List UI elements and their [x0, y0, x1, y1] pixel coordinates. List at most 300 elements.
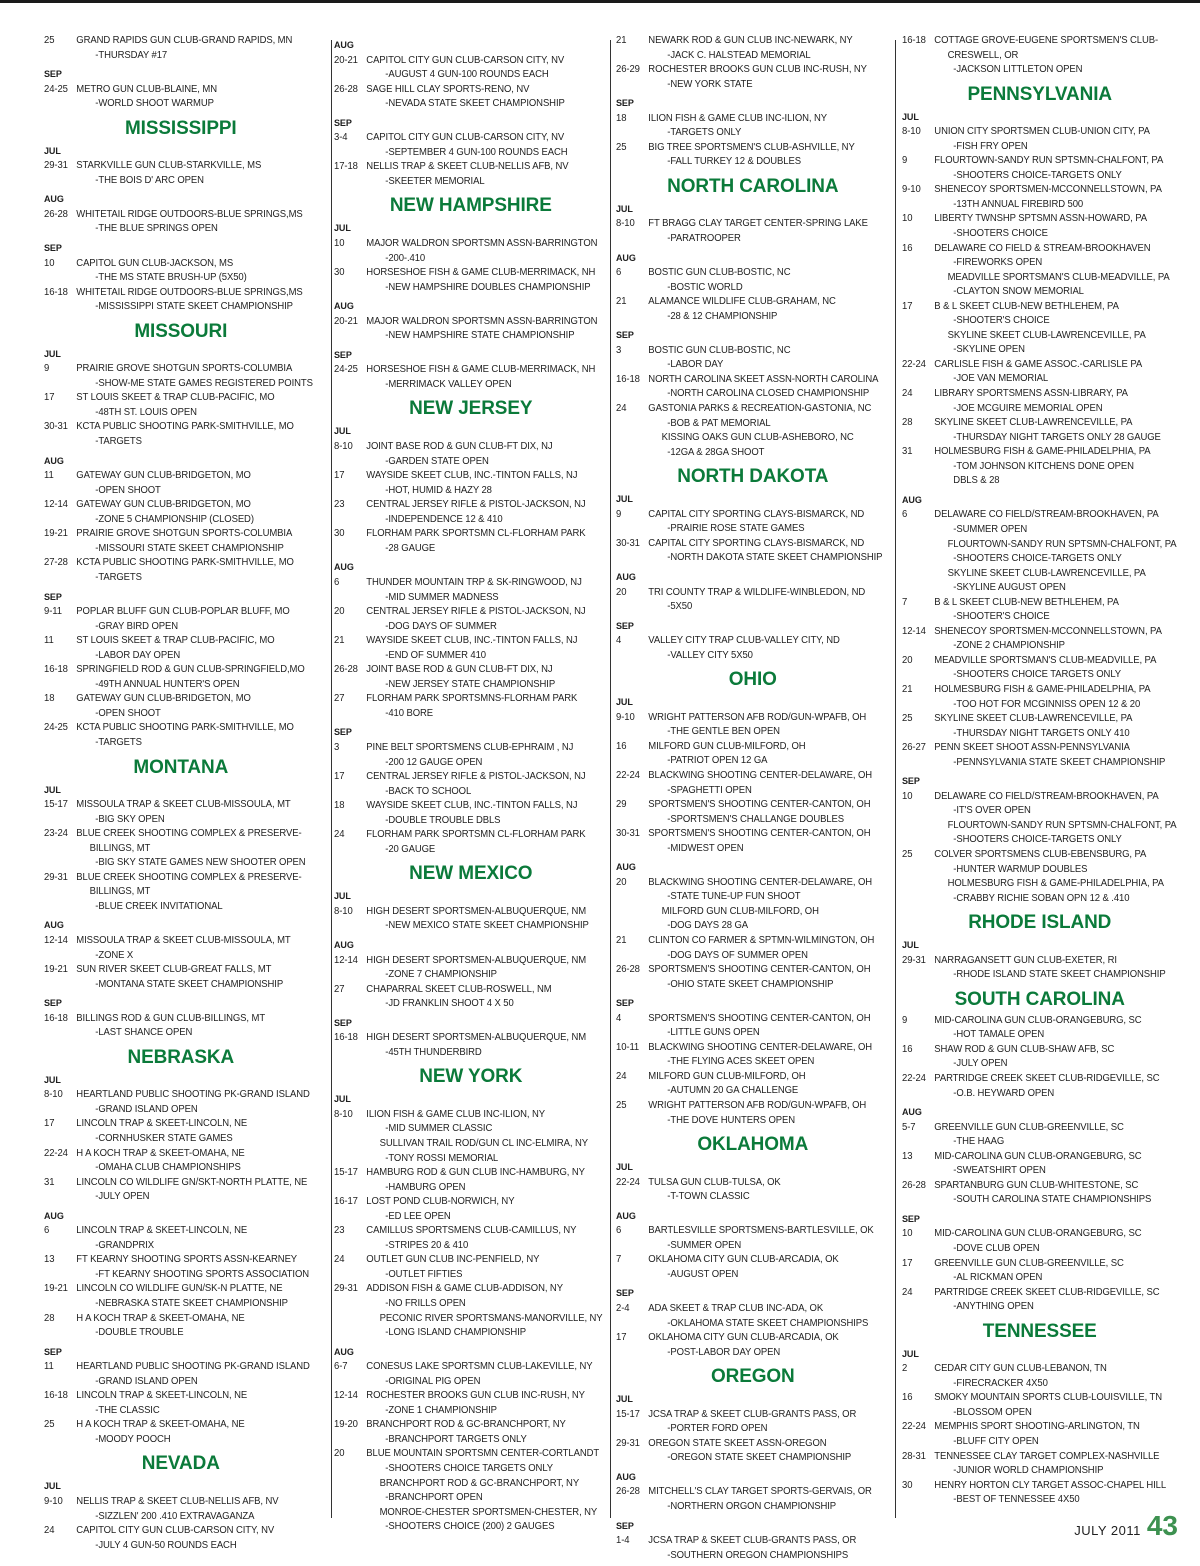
event-row [334, 498, 608, 513]
event-club: SKYLINE SKEET CLUB-LAWRENCEVILLE, PA [947, 329, 1146, 341]
event-title: -BLUFF CITY OPEN [953, 1436, 1039, 1448]
event-title: -DOG DAYS OF SUMMER OPEN [667, 949, 808, 961]
event-dates: 26-28 [334, 83, 358, 95]
month-label: JUL [616, 1394, 633, 1406]
month-label: SEP [44, 69, 62, 81]
event-dates: 6-7 [334, 1361, 348, 1373]
month-label: JUL [44, 348, 61, 360]
event-dates: 5-7 [902, 1121, 916, 1133]
event-row [334, 266, 608, 281]
event-row [902, 1420, 1178, 1435]
event-row [616, 1176, 890, 1191]
event-dates: 20 [334, 1448, 345, 1460]
event-dates: 6 [616, 1225, 622, 1237]
event-dates: 15-17 [616, 1408, 640, 1420]
event-club: STARKVILLE GUN CLUB-STARKVILLE, MS [76, 160, 262, 172]
event-row [902, 741, 1178, 756]
event-title: -PORTER FORD OPEN [667, 1423, 768, 1435]
month-label: AUG [902, 494, 922, 506]
event-club: CAPITAL CITY SPORTING CLAYS-BISMARCK, ND [648, 508, 865, 520]
event-title: -MISSISSIPPI STATE SKEET CHAMPIONSHIP [95, 301, 293, 313]
event-dates: 16 [902, 242, 913, 254]
event-club: WAYSIDE SKEET CLUB, INC.-TINTON FALLS, NJ [366, 800, 578, 812]
event-dates: 20-21 [334, 315, 358, 327]
state-heading: NEW HAMPSHIRE [389, 195, 552, 217]
event-dates: 24 [616, 403, 627, 415]
event-title: -12GA & 28GA SHOOT [667, 446, 765, 458]
month-label: SEP [334, 349, 352, 361]
event-club: DELAWARE CO FIELD/STREAM-BROOKHAVEN, PA [934, 790, 1159, 802]
state-heading: MISSISSIPPI [124, 117, 237, 139]
event-title: -LAST SHANCE OPEN [95, 1027, 193, 1039]
event-club: PARTRIDGE CREEK SKEET CLUB-RIDGEVILLE, SC [934, 1286, 1160, 1298]
event-dates: 29-31 [44, 871, 68, 883]
event-club: MEADVILLE SPORTSMAN'S CLUB-MEADVILLE, PA [934, 654, 1157, 666]
event-club: BLUE CREEK SHOOTING COMPLEX & PRESERVE- [76, 828, 302, 840]
event-title: -28 & 12 CHAMPIONSHIP [667, 310, 778, 322]
event-title: -20 GAUGE [385, 843, 436, 855]
event-title: -SHOOTERS CHOICE TARGETS ONLY [953, 669, 1122, 681]
event-title: -SHOOTERS CHOICE-TARGETS ONLY [953, 169, 1122, 181]
event-club: LIBRARY SPORTSMENS ASSN-LIBRARY, PA [934, 388, 1128, 400]
event-row [44, 798, 318, 813]
event-title: -JULY 4 GUN-50 ROUNDS EACH [95, 1539, 237, 1551]
event-row [334, 1224, 608, 1239]
event-row [902, 508, 1178, 523]
event-club: GRAND RAPIDS GUN CLUB-GRAND RAPIDS, MN [76, 35, 293, 46]
event-title: -SHOOTERS CHOICE (200) 2 GAUGES [385, 1521, 555, 1533]
month-label: AUG [44, 455, 64, 467]
month-label: JUL [616, 1162, 633, 1174]
page-number: 43 [1146, 1510, 1178, 1541]
event-dates: 29-31 [902, 954, 926, 966]
event-dates: 23 [334, 499, 345, 511]
event-club: MILFORD GUN CLUB-MILFORD, OH [648, 1070, 806, 1082]
month-label: AUG [616, 1210, 636, 1222]
event-title: -MID SUMMER MADNESS [385, 591, 499, 603]
event-title: -SWEATSHIRT OPEN [953, 1165, 1046, 1177]
event-dates: 25 [902, 848, 913, 860]
event-club: FLORHAM PARK SPORTSMN CL-FLORHAM PARK [366, 829, 586, 841]
event-club: SKYLINE SKEET CLUB-LAWRENCEVILLE, PA [934, 713, 1133, 725]
event-club: HEARTLAND PUBLIC SHOOTING PK-GRAND ISLAND [76, 1361, 310, 1373]
event-dates: 12-14 [334, 954, 358, 966]
event-row [44, 1418, 318, 1433]
event-dates: 17 [334, 470, 345, 482]
event-club: NORTH CAROLINA SKEET ASSN-NORTH CAROLINA [648, 373, 879, 385]
event-row [616, 711, 890, 726]
event-club: SULLIVAN TRAIL ROD/GUN CL INC-ELMIRA, NY [379, 1138, 589, 1149]
event-dates: 17 [334, 771, 345, 783]
event-club: SPORTSMEN'S SHOOTING CENTER-CANTON, OH [648, 799, 871, 811]
event-title: -NEW HAMPSHIRE STATE CHAMPIONSHIP [385, 330, 575, 342]
month-label: JUL [616, 494, 633, 506]
month-label: SEP [44, 998, 62, 1010]
event-row [334, 605, 608, 620]
event-dates: 10-11 [616, 1041, 640, 1053]
top-rule [0, 0, 1200, 3]
month-label: AUG [334, 40, 354, 51]
event-club: CARLISLE FISH & GAME ASSOC.-CARLISLE PA [934, 358, 1143, 370]
event-club: LINCOLN CO WILDLIFE GN/SKT-NORTH PLATTE, NE [76, 1176, 308, 1188]
event-dates: 24 [44, 1525, 55, 1537]
event-row [902, 358, 1178, 373]
event-dates: 12-14 [902, 625, 926, 637]
event-dates: 24 [334, 829, 345, 841]
column-2 [334, 34, 608, 1533]
event-club: CAPITOL GUN CLUB-JACKSON, MS [76, 257, 234, 269]
state-heading: MONTANA [133, 756, 229, 778]
event-row [44, 721, 318, 736]
event-title: -MERRIMACK VALLEY OPEN [385, 378, 512, 390]
event-club: H A KOCH TRAP & SKEET-OMAHA, NE [76, 1419, 245, 1431]
event-club: GATEWAY GUN CLUB-BRIDGETON, MO [76, 470, 251, 482]
event-row [616, 1224, 890, 1239]
state-heading: PENNSYLVANIA [967, 83, 1112, 105]
event-title: -AUTUMN 20 GA CHALLENGE [667, 1085, 799, 1097]
event-dates: 12-14 [44, 934, 68, 946]
event-title: -SKEETER MEMORIAL [385, 175, 485, 187]
month-label: SEP [334, 1017, 352, 1029]
event-row [44, 1389, 318, 1404]
event-row [334, 1108, 608, 1123]
event-club: HENRY HORTON CLY TARGET ASSOC-CHAPEL HILL [934, 1479, 1167, 1491]
event-dates: 22-24 [902, 1421, 926, 1433]
event-dates: 29-31 [334, 1283, 358, 1295]
event-title: -THURSDAY NIGHT TARGETS ONLY 28 GAUGE [953, 431, 1161, 443]
event-row [616, 34, 890, 49]
event-dates: 21 [334, 635, 345, 647]
event-title: -SHOOTERS CHOICE-TARGETS ONLY [953, 553, 1122, 565]
event-dates: 9 [616, 508, 622, 520]
month-label: AUG [44, 1210, 64, 1222]
event-dates: 30 [902, 1479, 913, 1491]
event-row [334, 634, 608, 649]
event-dates: 16-18 [334, 1032, 358, 1044]
event-title: -13TH ANNUAL FIREBIRD 500 [953, 198, 1084, 210]
event-row [334, 527, 608, 542]
event-title: -OPEN SHOOT [95, 484, 161, 496]
event-club: ILION FISH & GAME CLUB INC-ILION, NY [366, 1108, 546, 1120]
event-dates: 2 [902, 1363, 908, 1375]
event-row [44, 362, 318, 377]
event-dates: 9-11 [44, 606, 62, 618]
event-dates: 9-10 [616, 711, 635, 723]
event-dates: 30 [334, 267, 345, 279]
event-row [334, 1360, 608, 1375]
event-row [616, 344, 890, 359]
event-title: -GRAND ISLAND OPEN [95, 1375, 198, 1387]
event-row [44, 527, 318, 542]
event-row [44, 963, 318, 978]
event-dates: 21 [902, 683, 913, 695]
event-dates: 19-21 [44, 964, 68, 976]
event-row [902, 154, 1178, 169]
event-club: BILLINGS, MT [89, 886, 151, 898]
event-dates: 18 [334, 800, 345, 812]
month-label: SEP [616, 98, 634, 110]
event-title: -AUGUST 4 GUN-100 ROUNDS EACH [385, 69, 549, 81]
event-title: -HOT TAMALE OPEN [953, 1029, 1045, 1041]
event-club: NELLIS TRAP & SKEET CLUB-NELLIS AFB, NV [366, 161, 569, 173]
month-label: JUL [616, 203, 633, 215]
event-dates: 26-28 [616, 964, 640, 976]
month-label: JUL [334, 1094, 351, 1106]
event-row [44, 159, 318, 174]
event-club: BLACKWING SHOOTING CENTER-DELAWARE, OH [648, 769, 873, 781]
event-club: PRAIRIE GROVE SHOTGUN SPORTS-COLUMBIA [76, 528, 293, 540]
event-club: VALLEY CITY TRAP CLUB-VALLEY CITY, ND [648, 635, 840, 647]
event-row [902, 1391, 1178, 1406]
month-label: SEP [334, 727, 352, 739]
event-row [616, 1253, 890, 1268]
event-club: WRIGHT PATTERSON AFB ROD/GUN-WPAFB, OH [648, 711, 867, 723]
event-dates: 21 [616, 934, 627, 946]
event-title: -LONG ISLAND CHAMPIONSHIP [385, 1327, 526, 1339]
event-title: -HUNTER WARMUP DOUBLES [953, 863, 1088, 875]
event-title: -THURSDAY #17 [95, 49, 168, 61]
event-title: -JACKSON LITTLETON OPEN [953, 64, 1083, 76]
month-label: JUL [334, 223, 351, 235]
event-title: -SEPTEMBER 4 GUN-100 ROUNDS EACH [385, 146, 568, 158]
event-dates: 6 [616, 267, 622, 279]
event-row [334, 1166, 608, 1181]
event-dates: 13 [902, 1150, 913, 1162]
event-dates: 9 [902, 1014, 908, 1026]
event-row [616, 934, 890, 949]
state-heading: RHODE ISLAND [968, 912, 1112, 934]
event-title: -SUMMER OPEN [953, 523, 1028, 535]
event-row [902, 1072, 1178, 1087]
event-club: ADA SKEET & TRAP CLUB INC-ADA, OK [648, 1303, 824, 1315]
event-dates: 21 [616, 35, 627, 46]
event-title: -PATRIOT OPEN 12 GA [667, 755, 768, 767]
event-dates: 22-24 [44, 1147, 68, 1159]
event-row [902, 1450, 1178, 1465]
event-row [616, 876, 890, 891]
event-title: -FIRECRACKER 4X50 [953, 1377, 1048, 1389]
month-label: AUG [616, 1471, 636, 1483]
event-title: -CORNHUSKER STATE GAMES [95, 1133, 233, 1144]
event-dates: 29 [616, 799, 627, 811]
event-title: -INDEPENDENCE 12 & 410 [385, 513, 503, 525]
event-dates: 10 [334, 238, 345, 250]
event-title: -TARGETS [95, 736, 142, 748]
event-title: -49TH ANNUAL HUNTER'S OPEN [95, 678, 240, 690]
event-title: -MONTANA STATE SKEET CHAMPIONSHIP [95, 978, 284, 990]
event-title: -HOT, HUMID & HAZY 28 [385, 484, 492, 496]
event-row [334, 1253, 608, 1268]
event-title: -LABOR DAY OPEN [95, 649, 181, 661]
event-title: -BIG SKY STATE GAMES NEW SHOOTER OPEN [95, 857, 306, 869]
event-club: HOLMESBURG FISH & GAME-PHILADELPHIA, PA [934, 446, 1151, 458]
event-club: BLACKWING SHOOTING CENTER-DELAWARE, OH [648, 1041, 873, 1053]
event-title: -SIZZLEN' 200 .410 EXTRAVAGANZA [95, 1510, 255, 1522]
month-label: SEP [44, 591, 62, 603]
state-heading: NORTH CAROLINA [667, 175, 839, 197]
event-title: -NEVADA STATE SKEET CHAMPIONSHIP [385, 98, 565, 110]
event-row [334, 983, 608, 998]
event-row [616, 769, 890, 784]
event-title: -TOO HOT FOR MCGINNISS OPEN 12 & 20 [953, 698, 1141, 710]
event-row [902, 300, 1178, 315]
event-dates: 17 [902, 1257, 913, 1269]
month-label: JUL [902, 1348, 919, 1360]
event-title: -SPORTSMEN'S CHALLANGE DOUBLES [667, 813, 844, 825]
event-club: SMOKY MOUNTAIN SPORTS CLUB-LOUISVILLE, TN [934, 1392, 1162, 1404]
event-title: -GRAND ISLAND OPEN [95, 1103, 198, 1115]
event-row [44, 934, 318, 949]
month-label: JUL [902, 940, 919, 952]
event-dates: 27-28 [44, 557, 68, 569]
event-row [902, 387, 1178, 402]
event-club: MILFORD GUN CLUB-MILFORD, OH [648, 740, 806, 752]
event-title: -BEST OF TENNESSEE 4X50 [953, 1494, 1080, 1506]
event-club: CENTRAL JERSEY RIFLE & PISTOL-JACKSON, NJ [366, 499, 586, 511]
event-club: SPORTSMEN'S SHOOTING CENTER-CANTON, OH [648, 964, 871, 976]
event-dates: 8-10 [616, 218, 635, 230]
event-title: -THURSDAY NIGHT TARGETS ONLY 410 [953, 727, 1130, 739]
event-title: -410 BORE [385, 707, 434, 719]
event-row [334, 905, 608, 920]
event-title: -JULY OPEN [95, 1191, 150, 1203]
event-club: BILLINGS, MT [89, 842, 151, 854]
event-row [902, 1362, 1178, 1377]
event-dates: 24 [334, 1254, 345, 1266]
event-club: ST LOUIS SKEET & TRAP CLUB-PACIFIC, MO [76, 635, 275, 647]
event-club: BRANCHPORT ROD & GC-BRANCHPORT, NY [366, 1419, 566, 1431]
event-club: SHAW ROD & GUN CLUB-SHAW AFB, SC [934, 1043, 1115, 1055]
month-label: AUG [44, 194, 64, 206]
month-label: SEP [616, 1288, 634, 1300]
event-title: -ZONE 1 CHAMPIONSHIP [385, 1404, 497, 1416]
event-title: -28 GAUGE [385, 542, 436, 554]
event-club: BARTLESVILLE SPORTSMENS-BARTLESVILLE, OK [648, 1225, 874, 1237]
event-row [334, 131, 608, 146]
event-club: METRO GUN CLUB-BLAINE, MN [76, 83, 217, 95]
event-row [334, 1031, 608, 1046]
event-dates: 16-18 [44, 664, 68, 676]
event-row [902, 1043, 1178, 1058]
event-title: -JULY OPEN [953, 1058, 1008, 1070]
event-dates: 16-17 [334, 1196, 358, 1208]
event-dates: 26-28 [902, 1179, 926, 1191]
event-dates: 24-25 [44, 83, 68, 95]
event-row [616, 266, 890, 281]
event-row [334, 576, 608, 591]
event-club: SPARTANBURG GUN CLUB-WHITESTONE, SC [934, 1179, 1139, 1191]
event-club: SPORTSMEN'S SHOOTING CENTER-CANTON, OH [648, 1012, 871, 1024]
event-row [44, 605, 318, 620]
event-club: BOSTIC GUN CLUB-BOSTIC, NC [648, 267, 791, 279]
event-title: -FALL TURKEY 12 & DOUBLES [667, 156, 801, 168]
event-dates: 26-28 [44, 208, 68, 220]
month-label: JUL [902, 111, 919, 123]
event-club: CLINTON CO FARMER & SPTMN-WILMINGTON, OH [648, 934, 875, 946]
event-title: -OPEN SHOOT [95, 707, 161, 719]
event-club: JOINT BASE ROD & GUN CLUB-FT DIX, NJ [366, 441, 553, 453]
event-club: HORSESHOE FISH & GAME CLUB-MERRIMACK, NH [366, 364, 596, 376]
event-club: ROCHESTER BROOKS GUN CLUB INC-RUSH, NY [648, 64, 867, 76]
event-row [902, 1286, 1178, 1301]
event-title: -SHOOTERS CHOICE-TARGETS ONLY [953, 834, 1122, 846]
event-club: COTTAGE GROVE-EUGENE SPORTSMEN'S CLUB- [934, 35, 1159, 46]
event-dates: 15-17 [334, 1167, 358, 1179]
month-label: JUL [616, 697, 633, 709]
event-row [334, 1418, 608, 1433]
event-club: BOSTIC GUN CLUB-BOSTIC, NC [648, 344, 791, 356]
event-row [616, 1331, 890, 1346]
event-club: TRI COUNTY TRAP & WILDLIFE-WINBLEDON, ND [648, 586, 866, 598]
event-title: -MID SUMMER CLASSIC [385, 1123, 493, 1135]
event-title: -JOE VAN MEMORIAL [953, 373, 1049, 385]
event-row [616, 1437, 890, 1452]
event-dates: 19-21 [44, 528, 68, 540]
event-club: MEMPHIS SPORT SHOOTING-ARLINGTON, TN [934, 1421, 1140, 1433]
event-club: MILFORD GUN CLUB-MILFORD, OH [661, 905, 819, 917]
column-4 [902, 34, 1178, 1522]
event-title: -NORTH CAROLINA CLOSED CHAMPIONSHIP [667, 388, 870, 400]
event-club: FLOURTOWN-SANDY RUN SPTSMN-CHALFONT, PA [934, 155, 1164, 167]
issue-date: JULY 2011 [1074, 1523, 1141, 1538]
event-dates: 8-10 [902, 126, 921, 138]
event-club: PRAIRIE GROVE SHOTGUN SPORTS-COLUMBIA [76, 363, 293, 375]
event-dates: 13 [44, 1254, 55, 1266]
state-heading: TENNESSEE [982, 1320, 1097, 1342]
state-heading: NEW JERSEY [409, 398, 533, 420]
event-club: JCSA TRAP & SKEET CLUB-GRANTS PASS, OR [648, 1408, 857, 1420]
event-row [616, 586, 890, 601]
event-title: -DOUBLE TROUBLE [95, 1327, 184, 1339]
event-dates: 22-24 [616, 769, 640, 781]
event-title: -ZONE 2 CHAMPIONSHIP [953, 640, 1065, 652]
event-title: -BLUE CREEK INVITATIONAL [95, 900, 223, 912]
event-dates: 24-25 [334, 364, 358, 376]
event-dates: 19-21 [44, 1283, 68, 1295]
event-club: DELAWARE CO FIELD/STREAM-BROOKHAVEN, PA [934, 509, 1159, 521]
event-club: KCTA PUBLIC SHOOTING PARK-SMITHVILLE, MO [76, 421, 294, 433]
event-row [902, 1150, 1178, 1165]
event-row [334, 315, 608, 330]
event-row [334, 469, 608, 484]
event-dates: 25 [616, 141, 627, 153]
event-row [616, 1485, 890, 1500]
event-row [616, 1534, 890, 1549]
state-heading: OKLAHOMA [697, 1134, 809, 1156]
month-label: AUG [334, 1346, 354, 1358]
event-title: -TARGETS ONLY [667, 127, 742, 139]
event-dates: 11 [44, 1361, 54, 1373]
event-row [902, 848, 1178, 863]
state-heading: NEW MEXICO [409, 863, 533, 885]
event-club: OREGON STATE SKEET ASSN-OREGON [648, 1437, 827, 1449]
event-title: DBLS & 28 [953, 475, 1000, 487]
event-dates: 20 [616, 586, 627, 598]
event-dates: 1-4 [616, 1535, 630, 1547]
state-heading: SOUTH CAROLINA [954, 988, 1125, 1010]
event-club: CEDAR CITY GUN CLUB-LEBANON, TN [934, 1363, 1107, 1375]
event-row [44, 1176, 318, 1191]
event-row [616, 508, 890, 523]
event-row [44, 1312, 318, 1327]
event-row [902, 242, 1178, 257]
event-club: SHENECOY SPORTSMEN-MCCONNELLSTOWN, PA [934, 625, 1162, 637]
month-label: AUG [616, 862, 636, 874]
event-club: MITCHELL'S CLAY TARGET SPORTS-GERVAIS, OR [648, 1486, 872, 1498]
month-label: SEP [902, 776, 920, 788]
event-row [902, 683, 1178, 698]
month-label: SEP [44, 1346, 62, 1358]
